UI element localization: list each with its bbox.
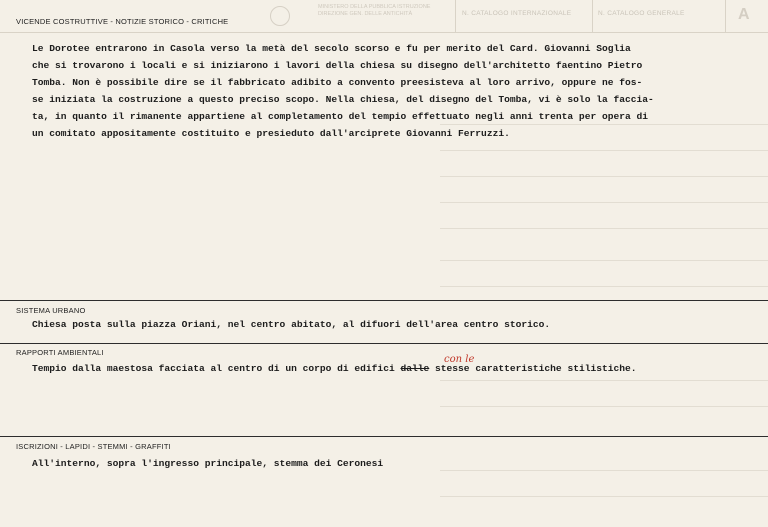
- text-line: ta, in quanto il rimanente appartiene al completamento del tempio effettuato negli anni trenta per opera di: [32, 111, 649, 122]
- handwritten-correction: con le: [444, 354, 475, 365]
- struck-word: dalle: [400, 363, 430, 374]
- text-line: un comitato appositamente costituito e presieduto dall'arciprete Giovanni Ferruzzi.: [32, 128, 510, 139]
- text-before: Tempio dalla maestosa facciata al centro di un corpo di edifici: [32, 363, 401, 374]
- ghost-row: [440, 202, 768, 229]
- sheet-letter: A: [738, 6, 750, 23]
- section-title-vicende: VICENDE COSTRUTTIVE - NOTIZIE STORICO - CRITICHE: [16, 17, 229, 26]
- ghost-row: [440, 496, 768, 523]
- catalog-general-label: N. CATALOGO GENERALE: [598, 10, 685, 17]
- section-title-iscrizioni: ISCRIZIONI - LAPIDI - STEMMI - GRAFFITI: [16, 442, 171, 451]
- text-line: All'interno, sopra l'ingresso principale, stemma dei Ceronesi: [32, 458, 384, 469]
- text-after: stesse caratteristiche stilistiche.: [429, 363, 637, 374]
- sistema-urbano-text: [32, 316, 550, 333]
- section-divider: [0, 343, 768, 344]
- ghost-row: [440, 260, 768, 287]
- section-divider: [0, 436, 768, 437]
- ghost-row: [440, 406, 768, 433]
- ghost-row: [440, 228, 768, 255]
- text-line: Tomba. Non è possibile dire se il fabbricato adibito a convento preesisteva al loro arrivo, oppure ne fos-: [32, 77, 643, 88]
- ghost-row: [440, 150, 768, 177]
- text-line: Chiesa posta sulla piazza Oriani, nel centro abitato, al difuori dell'area centro storico.: [32, 319, 551, 330]
- ministry-heading: MINISTERO DELLA PUBBLICA ISTRUZIONE DIREZIONE GEN. DELLE ANTICHITÀ: [318, 4, 431, 17]
- catalog-international-label: N. CATALOGO INTERNAZIONALE: [462, 10, 572, 17]
- section-divider: [0, 300, 768, 301]
- text-line: Le Dorotee entrarono in Casola verso la metà del secolo scorso e fu per merito del Card. Giovanni Soglia: [32, 43, 631, 54]
- ghost-row: [440, 470, 768, 497]
- section-title-rapporti-ambientali: RAPPORTI AMBIENTALI: [16, 348, 104, 357]
- ghost-row: [440, 176, 768, 203]
- rapporti-ambientali-text: [32, 360, 637, 377]
- text-line: che si trovarono i locali e si iniziarono i lavori della chiesa su disegno dell'architetto faentino Pietro: [32, 60, 643, 71]
- iscrizioni-text: [32, 455, 383, 472]
- text-line: se iniziata la costruzione a questo preciso scopo. Nella chiesa, del disegno del Tomba, vi è solo la faccia-: [32, 94, 654, 105]
- ministry-seal-icon: [270, 6, 290, 26]
- ghost-row: [440, 380, 768, 407]
- vicende-text: [32, 40, 654, 142]
- section-title-sistema-urbano: SISTEMA URBANO: [16, 306, 86, 315]
